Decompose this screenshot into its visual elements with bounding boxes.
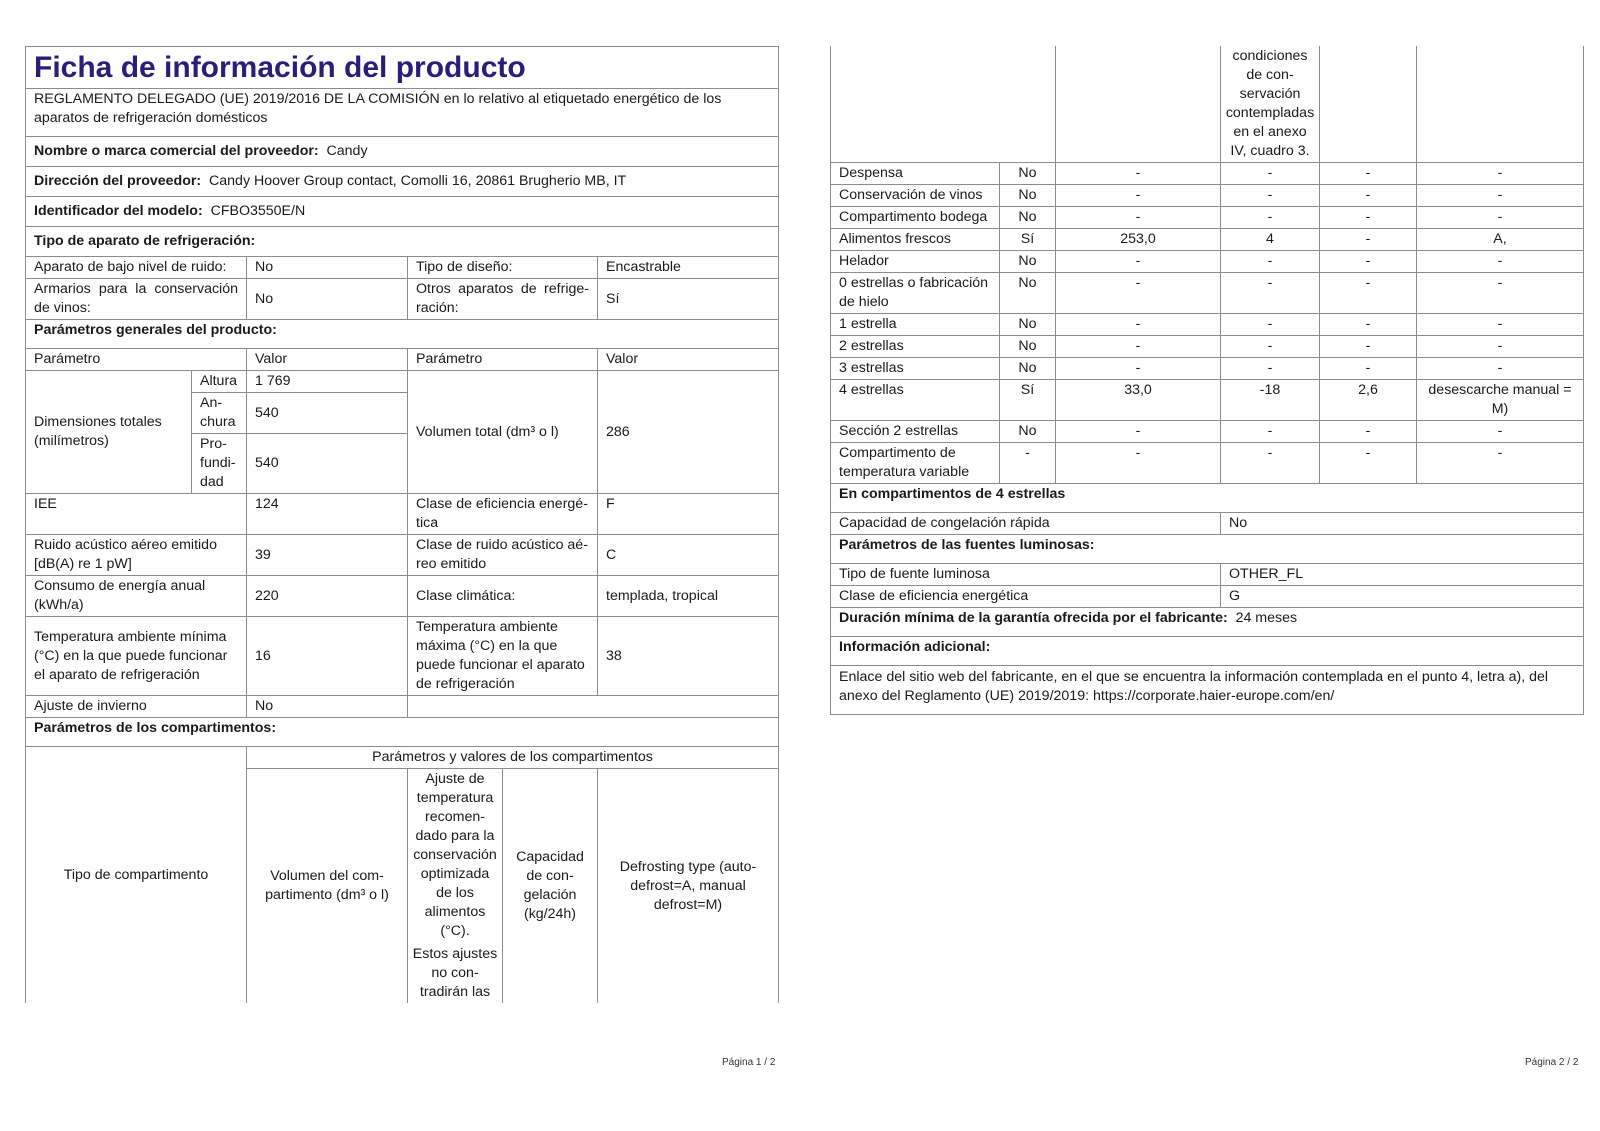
compartment-present: No [1000, 185, 1056, 207]
supplier-address-label: Dirección del proveedor: [34, 173, 202, 189]
compartment-defrost: - [1417, 336, 1584, 358]
annual-energy-label: Consumo de energía anual (kWh/a) [26, 576, 247, 617]
supplier-name-value: Candy [326, 143, 368, 159]
compartment-volume: 33,0 [1056, 380, 1221, 421]
compartment-defrost: - [1417, 443, 1584, 484]
warranty-label: Duración mínima de la garantía ofrecida por el fabricante: [839, 610, 1228, 626]
compartment-present: No [1000, 163, 1056, 185]
compartment-row [831, 163, 1584, 185]
col-value-left: Valor [247, 349, 408, 371]
product-info-table-page-2 [830, 46, 1584, 715]
appliance-type-label: Tipo de aparato de refrigeración: [26, 227, 779, 257]
width-label: Anchura [192, 393, 247, 434]
page-title: Ficha de información del producto [26, 47, 779, 89]
max-temp-value: 38 [598, 617, 779, 696]
compartment-row [831, 421, 1584, 443]
compartment-volume: - [1056, 163, 1221, 185]
compartment-name: Alimentos frescos [831, 229, 1000, 251]
height-value: 1 769 [247, 371, 408, 393]
compartment-present: No [1000, 314, 1056, 336]
compartment-defrost: - [1417, 358, 1584, 380]
compartment-row [831, 251, 1584, 273]
compartment-row [831, 380, 1584, 421]
compartment-freeze: - [1320, 207, 1417, 229]
compartment-freeze: - [1320, 251, 1417, 273]
additional-info-text: Enlace del sitio web del fabricante, en el que se encuentra la información contemplada en el punto 4, letra a), del anexo del Reglamento (UE) 2019/2019: https://corporate.haier-europe.com/en/ [831, 666, 1584, 715]
comp-freeze-header: Capacidad de congelación (kg/24h) [503, 769, 598, 1004]
compartment-name: Sección 2 estrellas [831, 421, 1000, 443]
page-2 [830, 46, 1583, 715]
four-star-label: En compartimentos de 4 estrellas [831, 484, 1584, 513]
compartment-defrost: - [1417, 185, 1584, 207]
compartment-freeze: 2,6 [1320, 380, 1417, 421]
compartment-defrost: - [1417, 314, 1584, 336]
compartment-name: Compartimento de temperatura variable [831, 443, 1000, 484]
climate-class-value: templada, tropical [598, 576, 779, 617]
compartment-freeze: - [1320, 443, 1417, 484]
compartment-volume: - [1056, 443, 1221, 484]
compartment-present: No [1000, 336, 1056, 358]
compartment-freeze: - [1320, 163, 1417, 185]
compartment-name: 2 estrellas [831, 336, 1000, 358]
compartment-present: No [1000, 358, 1056, 380]
low-noise-label: Aparato de bajo nivel de ruido: [26, 257, 247, 279]
comp-temp-header-cell [408, 769, 503, 1004]
compartment-temp: - [1221, 443, 1320, 484]
climate-class-label: Clase climática: [408, 576, 598, 617]
compartment-row [831, 273, 1584, 314]
compartment-temp: - [1221, 421, 1320, 443]
compartment-defrost: - [1417, 163, 1584, 185]
regulation-text: REGLAMENTO DELEGADO (UE) 2019/2016 DE LA COMISIÓN en lo relativo al etiquetado energético de los aparatos de refrigeración domésticos [26, 89, 779, 137]
height-label: Altura [192, 371, 247, 393]
compartment-present: No [1000, 421, 1056, 443]
comp-temp-header: Ajuste de temperatura recomendado para la conservación optimizada de los alimentos (°C). [413, 771, 497, 939]
comp-defrost-header: Defrosting type (auto-defrost=A, manual defrost=M) [598, 769, 779, 1004]
wine-storage-value: No [247, 279, 408, 320]
light-params-label: Parámetros de las fuentes luminosas: [831, 535, 1584, 564]
compartment-present: Sí [1000, 229, 1056, 251]
supplier-name-label: Nombre o marca comercial del proveedor: [34, 143, 319, 159]
design-type-value: Encastrable [598, 257, 779, 279]
compartment-volume: - [1056, 207, 1221, 229]
compartment-freeze: - [1320, 358, 1417, 380]
compartment-temp: - [1221, 163, 1320, 185]
compartment-name: Despensa [831, 163, 1000, 185]
compartment-name: Helador [831, 251, 1000, 273]
comp-type-header: Tipo de compartimento [26, 747, 247, 1004]
compartment-present: No [1000, 251, 1056, 273]
compartment-freeze: - [1320, 185, 1417, 207]
compartment-name: 0 estrellas o fabricación de hielo [831, 273, 1000, 314]
eei-label: IEE [26, 494, 247, 535]
cont-volume-cell [1056, 46, 1221, 163]
compartment-volume: - [1056, 421, 1221, 443]
comp-temp-header-extra: Estos ajustes no contradirán las [412, 946, 498, 1000]
compartment-freeze: - [1320, 421, 1417, 443]
compartment-temp: 4 [1221, 229, 1320, 251]
compartment-volume: - [1056, 273, 1221, 314]
light-class-value: G [1221, 586, 1584, 608]
compartment-row [831, 336, 1584, 358]
compartment-name: Conservación de vinos [831, 185, 1000, 207]
col-param-left: Parámetro [26, 349, 247, 371]
comp-volume-header: Volumen del compartimento (dm³ o l) [247, 769, 408, 1004]
compartment-defrost: A, [1417, 229, 1584, 251]
total-volume-label: Volumen total (dm³ o l) [408, 371, 598, 494]
dimensions-label: Dimensiones totales (milímetros) [26, 371, 192, 494]
other-refrig-label: Otros aparatos de refrigeración: [408, 279, 598, 320]
compartment-volume: - [1056, 336, 1221, 358]
comp-values-header: Parámetros y valores de los compartimentos [247, 747, 779, 769]
energy-class-value: F [598, 494, 779, 535]
winter-value: No [247, 696, 408, 718]
model-row [26, 197, 779, 227]
product-info-table-page-1 [25, 46, 779, 1003]
page-1-footer: Página 1 / 2 [722, 1057, 776, 1068]
fast-freeze-value: No [1221, 513, 1584, 535]
compartment-row [831, 229, 1584, 251]
energy-class-label: Clase de eficiencia energética [408, 494, 598, 535]
other-refrig-value: Sí [598, 279, 779, 320]
warranty-value: 24 meses [1235, 610, 1298, 626]
eei-value: 124 [247, 494, 408, 535]
compartment-freeze: - [1320, 229, 1417, 251]
page-2-footer: Página 2 / 2 [1525, 1057, 1579, 1068]
compartment-params-label: Parámetros de los compartimentos: [26, 718, 779, 747]
col-param-right: Parámetro [408, 349, 598, 371]
additional-info-label: Información adicional: [831, 637, 1584, 666]
compartment-present: No [1000, 207, 1056, 229]
light-type-value: OTHER_FL [1221, 564, 1584, 586]
annual-energy-value: 220 [247, 576, 408, 617]
compartment-row [831, 314, 1584, 336]
compartment-row [831, 185, 1584, 207]
compartment-freeze: - [1320, 314, 1417, 336]
design-type-label: Tipo de diseño: [408, 257, 598, 279]
compartment-row [831, 207, 1584, 229]
compartment-temp: - [1221, 336, 1320, 358]
compartment-defrost: desescarche manual = M) [1417, 380, 1584, 421]
compartment-row [831, 358, 1584, 380]
compartment-row [831, 443, 1584, 484]
compartment-volume: 253,0 [1056, 229, 1221, 251]
col-value-right: Valor [598, 349, 779, 371]
warranty-row [831, 608, 1584, 637]
noise-value: 39 [247, 535, 408, 576]
compartment-freeze: - [1320, 336, 1417, 358]
compartment-present: No [1000, 273, 1056, 314]
compartment-defrost: - [1417, 421, 1584, 443]
compartment-volume: - [1056, 314, 1221, 336]
compartment-present: - [1000, 443, 1056, 484]
compartment-temp: - [1221, 358, 1320, 380]
compartment-freeze: - [1320, 273, 1417, 314]
wine-storage-label: Armarios para la conservación de vinos: [26, 279, 247, 320]
compartment-name: Compartimento bodega [831, 207, 1000, 229]
noise-class-label: Clase de ruido acústico aéreo emitido [408, 535, 598, 576]
compartment-volume: - [1056, 185, 1221, 207]
cont-freeze-cell [1320, 46, 1417, 163]
depth-label: Profundidad [192, 434, 247, 494]
compartment-temp: - [1221, 251, 1320, 273]
compartment-name: 4 estrellas [831, 380, 1000, 421]
header-continuation: condiciones de conservación contempladas en el anexo IV, cuadro 3. [1221, 46, 1320, 163]
light-class-label: Clase de eficiencia energética [831, 586, 1221, 608]
cont-defrost-cell [1417, 46, 1584, 163]
width-value: 540 [247, 393, 408, 434]
total-volume-value: 286 [598, 371, 779, 494]
compartment-temp: - [1221, 207, 1320, 229]
compartment-present: Sí [1000, 380, 1056, 421]
empty-cell [408, 696, 779, 718]
general-params-label: Parámetros generales del producto: [26, 320, 779, 349]
compartment-rows [831, 163, 1584, 484]
compartment-temp: -18 [1221, 380, 1320, 421]
compartment-temp: - [1221, 314, 1320, 336]
compartment-volume: - [1056, 251, 1221, 273]
compartment-defrost: - [1417, 207, 1584, 229]
compartment-volume: - [1056, 358, 1221, 380]
min-temp-value: 16 [247, 617, 408, 696]
model-label: Identificador del modelo: [34, 203, 203, 219]
compartment-defrost: - [1417, 273, 1584, 314]
noise-class-value: C [598, 535, 779, 576]
compartment-defrost: - [1417, 251, 1584, 273]
page-1 [25, 46, 778, 1003]
noise-label: Ruido acústico aéreo emitido [dB(A) re 1 pW] [26, 535, 247, 576]
min-temp-label: Temperatura ambiente mínima (°C) en la que puede funcionar el aparato de refrigeración [26, 617, 247, 696]
winter-label: Ajuste de invierno [26, 696, 247, 718]
compartment-temp: - [1221, 273, 1320, 314]
low-noise-value: No [247, 257, 408, 279]
supplier-name-row [26, 137, 779, 167]
supplier-address-row [26, 167, 779, 197]
light-type-label: Tipo de fuente luminosa [831, 564, 1221, 586]
cont-type-cell [831, 46, 1056, 163]
model-value: CFBO3550E/N [210, 203, 306, 219]
compartment-name: 1 estrella [831, 314, 1000, 336]
max-temp-label: Temperatura ambiente máxima (°C) en la que puede funcionar el aparato de refrigeración [408, 617, 598, 696]
compartment-name: 3 estrellas [831, 358, 1000, 380]
fast-freeze-label: Capacidad de congelación rápida [831, 513, 1221, 535]
supplier-address-value: Candy Hoover Group contact, Comolli 16, 20861 Brugherio MB, IT [209, 173, 627, 189]
compartment-temp: - [1221, 185, 1320, 207]
depth-value: 540 [247, 434, 408, 494]
